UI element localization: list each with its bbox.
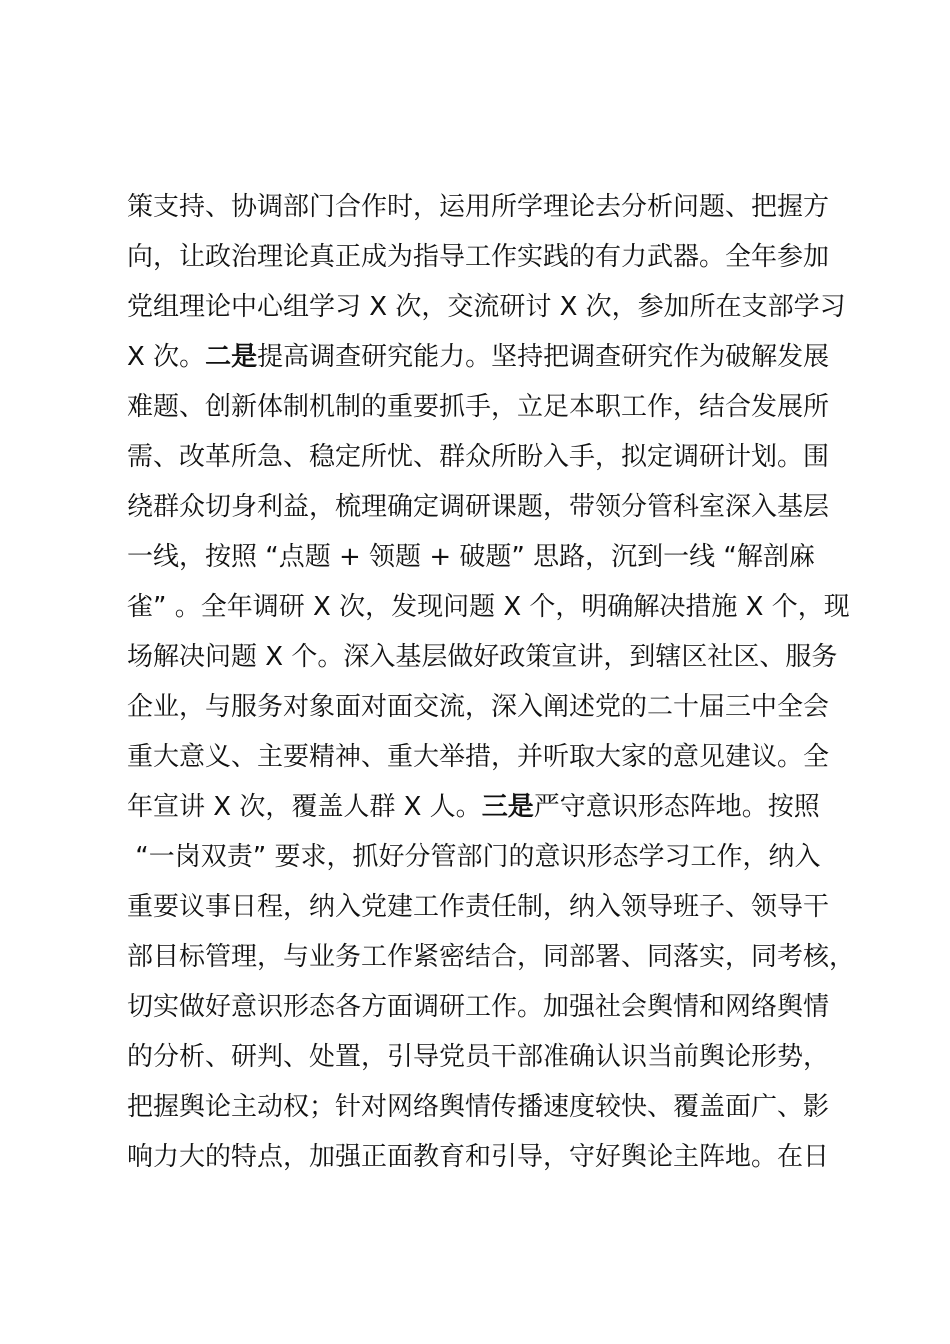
- text-line: [127, 682, 857, 732]
- text-line: [127, 482, 857, 532]
- text-line: [127, 1032, 857, 1082]
- text-segment: 重要议事日程，纳入党建工作责任制，纳入领导班子、领导干: [127, 892, 830, 922]
- text-segment: 向，让政治理论真正成为指导工作实践的有力武器。全年参加: [127, 242, 830, 272]
- text-segment: 需、改革所急、稳定所忧、群众所盼入手，拟定调研计划。围: [127, 442, 830, 472]
- text-segment: 提高调查研究能力。坚持把调查研究作为破解发展: [257, 342, 830, 372]
- text-line: [127, 582, 857, 632]
- text-segment: 难题、创新体制机制的重要抓手，立足本职工作，结合发展所: [127, 392, 830, 422]
- text-segment: 严守意识形态阵地。按照: [533, 792, 820, 822]
- text-segment: 一线，按照 “点题 + 领题 + 破题” 思路，沉到一线 “解剖麻: [127, 542, 815, 572]
- text-line: [127, 432, 857, 482]
- text-line: [127, 532, 857, 582]
- text-line: [127, 282, 857, 332]
- text-line: [127, 732, 857, 782]
- text-line: [127, 382, 857, 432]
- text-segment: 企业，与服务对象面对面交流，深入阐述党的二十届三中全会: [127, 692, 830, 722]
- text-segment: 年宣讲 X 次，覆盖人群 X 人。: [127, 792, 482, 822]
- text-segment: 响力大的特点，加强正面教育和引导，守好舆论主阵地。在日: [127, 1142, 830, 1172]
- text-segment: 党组理论中心组学习 X 次，交流研讨 X 次，参加所在支部学习: [127, 292, 846, 322]
- text-segment: 雀” 。全年调研 X 次，发现问题 X 个，明确解决措施 X 个，现: [127, 592, 850, 622]
- text-segment: 的分析、研判、处置，引导党员干部准确认识当前舆论形势，: [127, 1042, 830, 1072]
- text-segment: 策支持、协调部门合作时，运用所学理论去分析问题、把握方: [127, 192, 830, 222]
- text-line: [127, 232, 857, 282]
- text-segment: “一岗双责” 要求，抓好分管部门的意识形态学习工作，纳入: [127, 842, 821, 872]
- text-line: [127, 332, 857, 382]
- text-segment: 切实做好意识形态各方面调研工作。加强社会舆情和网络舆情: [127, 992, 830, 1022]
- text-segment: 部目标管理，与业务工作紧密结合，同部署、同落实，同考核，: [127, 942, 856, 972]
- text-line: [127, 782, 857, 832]
- text-segment: X 次。: [127, 342, 206, 372]
- body-paragraph: [127, 182, 857, 1182]
- text-line: [127, 632, 857, 682]
- text-line: [127, 1082, 857, 1132]
- bold-heading-marker: 三是: [481, 792, 534, 822]
- text-segment: 场解决问题 X 个。深入基层做好政策宣讲，到辖区社区、服务: [127, 642, 838, 672]
- text-line: [127, 182, 857, 232]
- text-line: [127, 832, 857, 882]
- text-line: [127, 932, 857, 982]
- text-line: [127, 882, 857, 932]
- bold-heading-marker: 二是: [205, 342, 258, 372]
- text-segment: 绕群众切身利益，梳理确定调研课题，带领分管科室深入基层: [127, 492, 830, 522]
- text-line: [127, 982, 857, 1032]
- text-line: [127, 1132, 857, 1182]
- text-segment: 把握舆论主动权；针对网络舆情传播速度较快、覆盖面广、影: [127, 1092, 830, 1122]
- text-segment: 重大意义、主要精神、重大举措，并听取大家的意见建议。全: [127, 742, 830, 772]
